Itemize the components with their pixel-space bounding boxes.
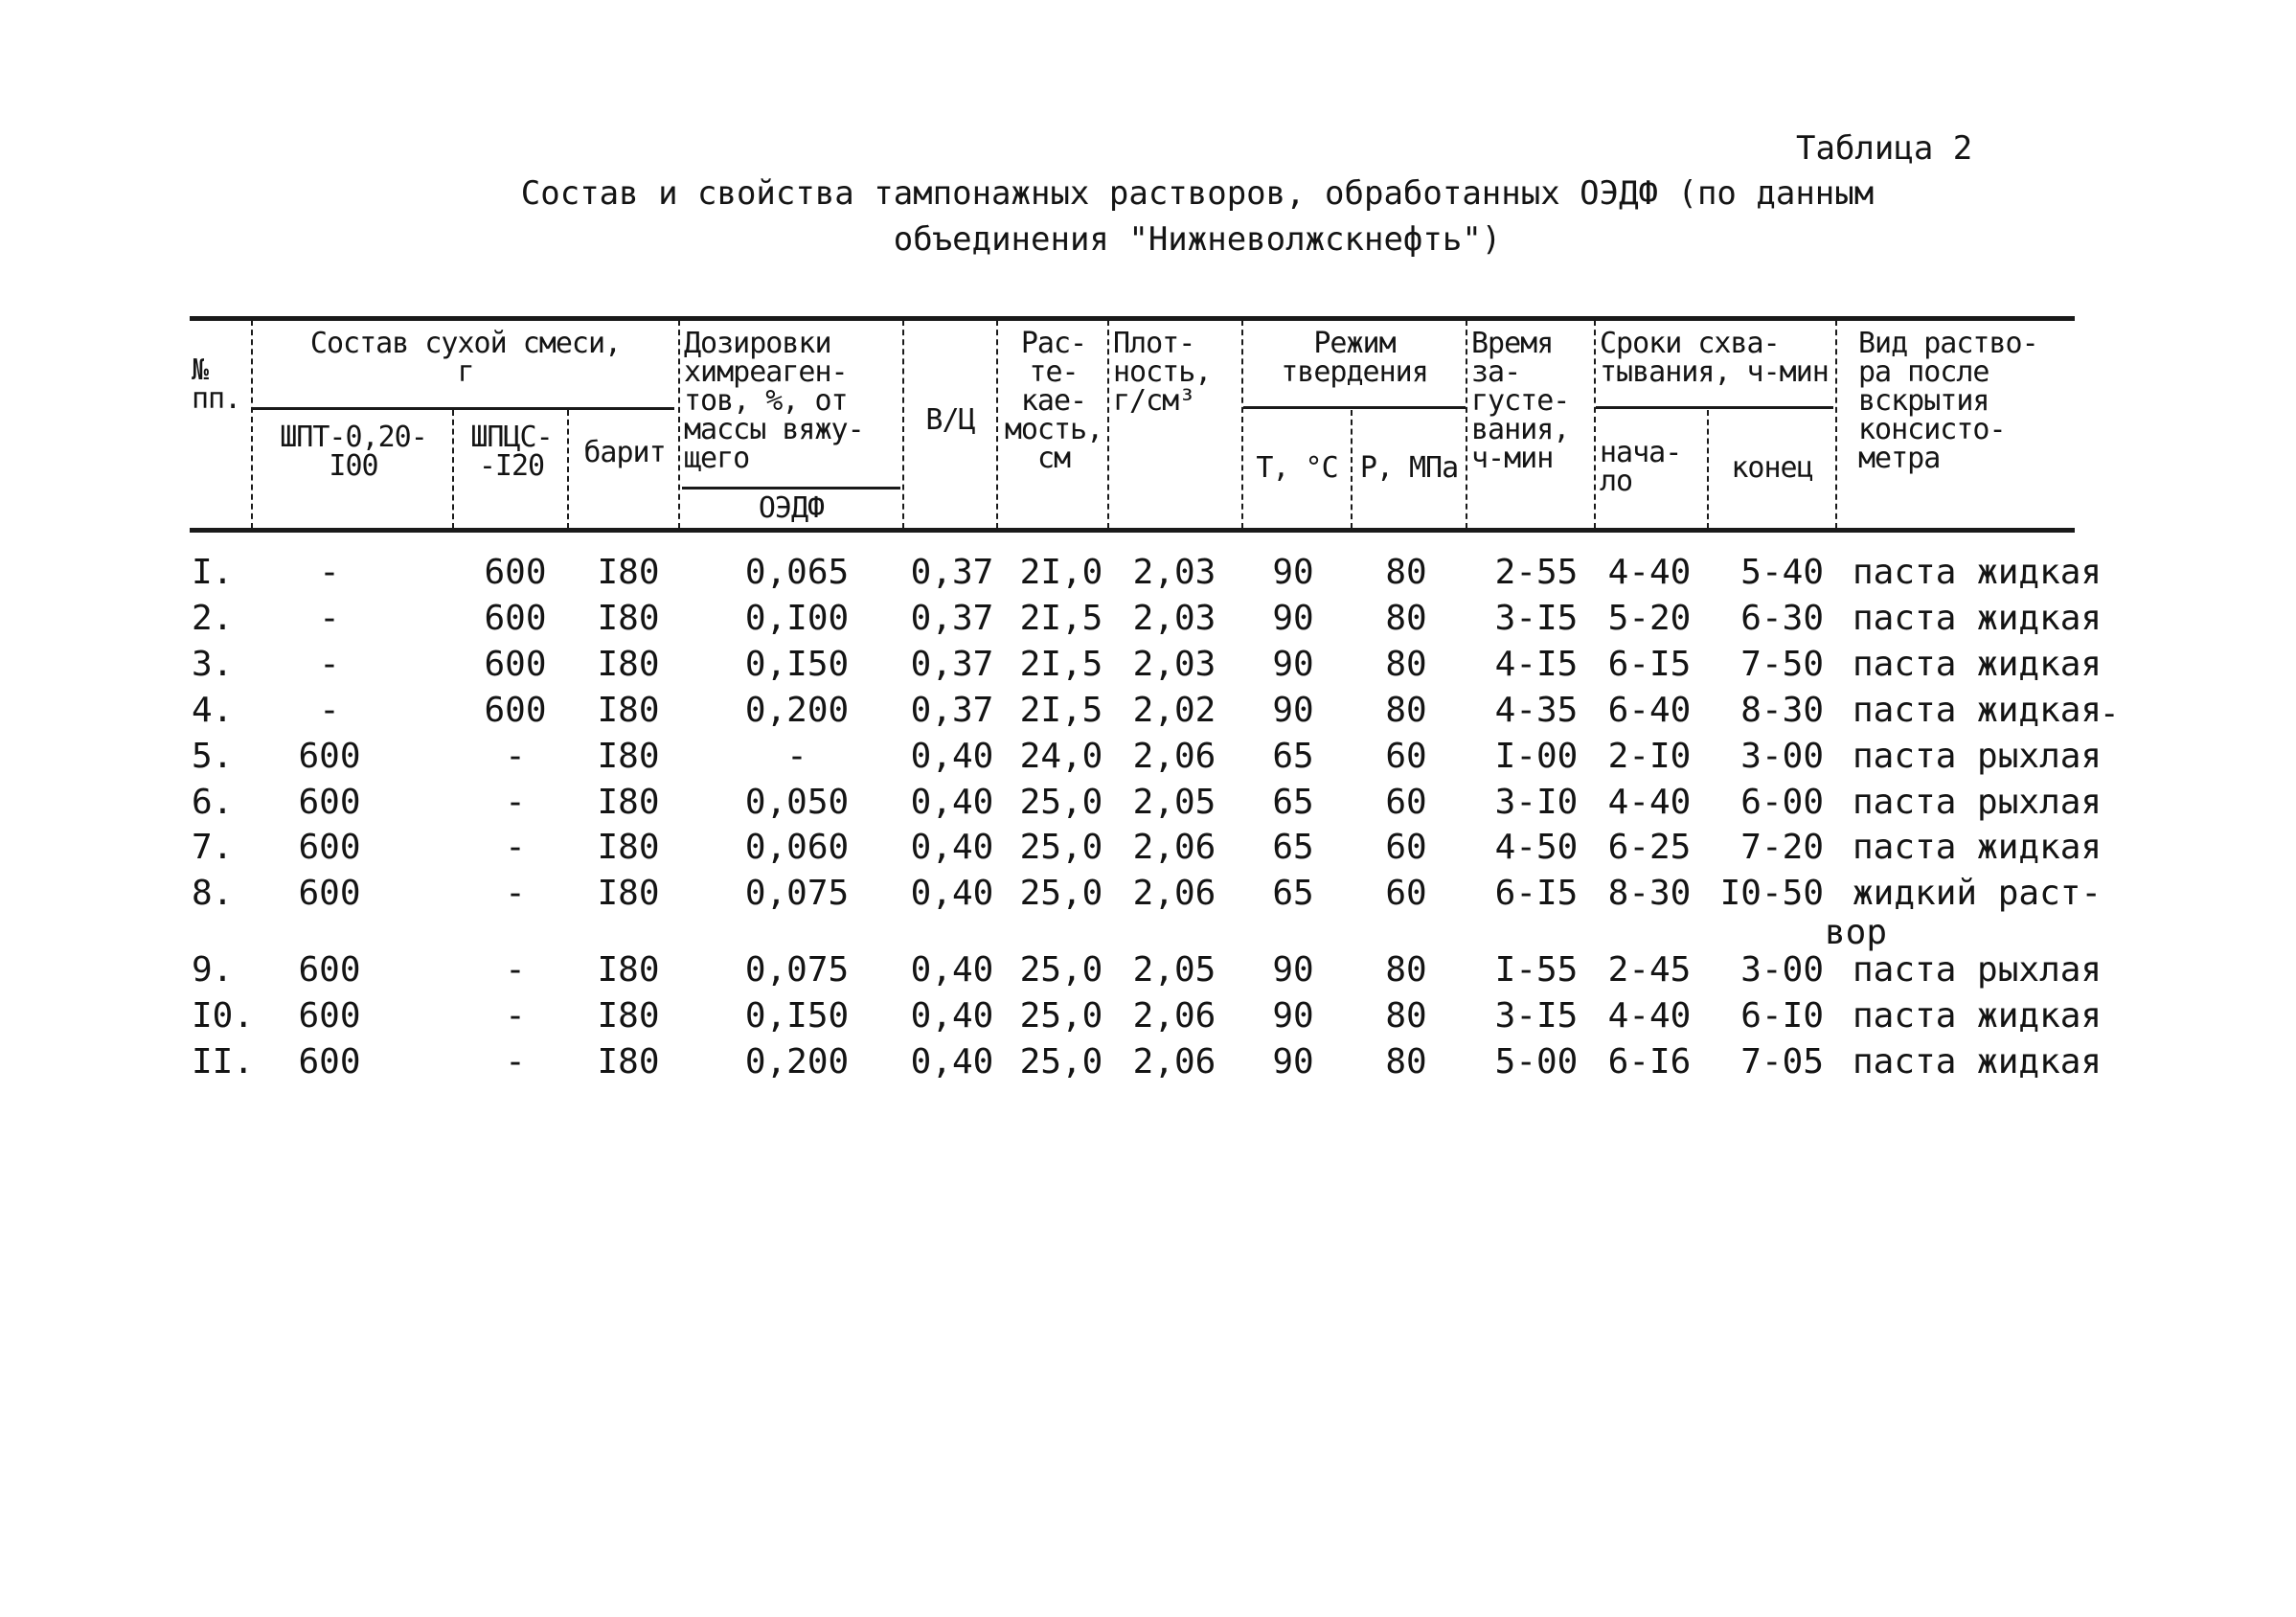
cell-oedf: 0,200 <box>744 691 850 730</box>
table-row <box>0 872 2296 952</box>
cell-shpt: - <box>319 691 340 730</box>
cell-shpts: - <box>505 996 526 1036</box>
table-top-rule <box>190 316 2075 321</box>
cell-view: паста рыхлая <box>1853 950 2103 990</box>
cell-shpts: - <box>505 737 526 776</box>
table-row <box>0 643 2296 687</box>
table-title-line-2: объединения "Нижневолжскнефть") <box>893 220 1502 259</box>
header-pressure: Р, МПа <box>1359 451 1459 485</box>
cell-set-end: 6-I0 <box>1740 996 1824 1036</box>
header-density: Плот- ность, г/см³ <box>1113 327 1212 418</box>
table-label: Таблица 2 <box>1796 129 1973 168</box>
cell-shpts: - <box>505 950 526 990</box>
cell-shpts: 600 <box>484 645 547 684</box>
cell-oedf: 0,075 <box>744 950 850 990</box>
cell-density: 2,05 <box>1132 783 1216 822</box>
cell-pressure: 80 <box>1385 1042 1427 1082</box>
cell-thickening-time: 2-55 <box>1494 553 1579 592</box>
table-row <box>0 994 2296 1038</box>
cell-density: 2,06 <box>1132 1042 1216 1082</box>
cell-barite: I80 <box>597 599 660 638</box>
cell-wc: 0,40 <box>910 783 994 822</box>
cell-view: паста жидкая <box>1853 828 2103 867</box>
cell-view: паста жидкая <box>1853 645 2103 684</box>
col-separator <box>567 410 569 529</box>
cell-view: жидкий раст- <box>1853 874 2103 913</box>
cell-shpts: - <box>505 828 526 867</box>
cell-temp: 90 <box>1272 553 1314 592</box>
header-dry-mix: Состав сухой смеси, г <box>309 327 622 389</box>
cell-view-continuation: вор <box>1825 913 1888 952</box>
cell-set-start: 5-20 <box>1607 599 1692 638</box>
cell-shpt: - <box>319 599 340 638</box>
cell-view: паста рыхлая <box>1853 783 2103 822</box>
cell-density: 2,06 <box>1132 996 1216 1036</box>
cell-num: 9. <box>192 950 234 990</box>
cell-thickening-time: 3-I5 <box>1494 996 1579 1036</box>
cell-barite: I80 <box>597 783 660 822</box>
cell-set-start: 6-40 <box>1607 691 1692 730</box>
cell-spread: 2I,5 <box>1019 645 1103 684</box>
cell-view: паста жидкая <box>1853 599 2103 638</box>
cell-set-end: 3-00 <box>1740 950 1824 990</box>
cell-shpt: 600 <box>298 874 361 913</box>
cell-density: 2,03 <box>1132 599 1216 638</box>
cell-spread: 25,0 <box>1019 996 1103 1036</box>
cell-density: 2,02 <box>1132 691 1216 730</box>
cell-spread: 2I,5 <box>1019 691 1103 730</box>
cell-temp: 90 <box>1272 645 1314 684</box>
col-separator <box>1594 320 1596 529</box>
cell-oedf: 0,060 <box>744 828 850 867</box>
cell-shpt: - <box>319 553 340 592</box>
cell-density: 2,03 <box>1132 645 1216 684</box>
cell-set-end: 7-05 <box>1740 1042 1824 1082</box>
cell-wc: 0,40 <box>910 950 994 990</box>
cell-set-start: 6-25 <box>1607 828 1692 867</box>
cell-temp: 90 <box>1272 599 1314 638</box>
cell-shpt: - <box>319 645 340 684</box>
cell-set-start: 8-30 <box>1607 874 1692 913</box>
cell-thickening-time: 4-50 <box>1494 828 1579 867</box>
cell-shpt: 600 <box>298 996 361 1036</box>
cell-wc: 0,40 <box>910 828 994 867</box>
cell-num: 2. <box>192 599 234 638</box>
cell-pressure: 80 <box>1385 553 1427 592</box>
cell-shpts: - <box>505 874 526 913</box>
table-row <box>0 1040 2296 1084</box>
cell-pressure: 80 <box>1385 599 1427 638</box>
cell-spread: 25,0 <box>1019 828 1103 867</box>
cell-view: паста жидкая <box>1853 691 2103 730</box>
cell-shpt: 600 <box>298 950 361 990</box>
col-separator <box>452 410 454 529</box>
header-set-start: нача- ло <box>1600 436 1682 498</box>
cell-num: II. <box>192 1042 255 1082</box>
cell-thickening-time: 6-I5 <box>1494 874 1579 913</box>
cell-oedf: 0,I00 <box>744 599 850 638</box>
cell-oedf: 0,I50 <box>744 645 850 684</box>
cell-shpts: 600 <box>484 691 547 730</box>
cell-wc: 0,40 <box>910 874 994 913</box>
col-separator <box>1835 320 1837 529</box>
cell-view: паста жидкая <box>1853 996 2103 1036</box>
cell-shpt: 600 <box>298 737 361 776</box>
cell-spread: 25,0 <box>1019 1042 1103 1082</box>
cell-barite: I80 <box>597 828 660 867</box>
margin-mark: - <box>2100 695 2120 733</box>
cell-set-start: 6-I5 <box>1607 645 1692 684</box>
cell-barite: I80 <box>597 996 660 1036</box>
header-num: № пп. <box>192 353 241 416</box>
table-title-line-1: Состав и свойства тампонажных растворов, обработанных ОЭДФ (по данным <box>520 174 1875 213</box>
col-separator <box>1107 320 1109 529</box>
cell-num: 3. <box>192 645 234 684</box>
dosage-subrule <box>682 487 900 490</box>
cell-thickening-time: 4-35 <box>1494 691 1579 730</box>
cell-shpts: - <box>505 783 526 822</box>
cell-num: I0. <box>192 996 255 1036</box>
cell-oedf: 0,I50 <box>744 996 850 1036</box>
table-row <box>0 597 2296 641</box>
col-separator <box>678 320 680 529</box>
cell-temp: 65 <box>1272 828 1314 867</box>
cell-thickening-time: 4-I5 <box>1494 645 1579 684</box>
cell-oedf: 0,050 <box>744 783 850 822</box>
cell-spread: 25,0 <box>1019 874 1103 913</box>
cell-barite: I80 <box>597 691 660 730</box>
cell-pressure: 60 <box>1385 783 1427 822</box>
col-separator <box>251 320 253 529</box>
cell-set-end: 5-40 <box>1740 553 1824 592</box>
header-thickening-time: Время за- густе- вания, ч-мин <box>1471 327 1570 475</box>
cell-set-start: 2-I0 <box>1607 737 1692 776</box>
col-separator <box>1466 320 1467 529</box>
cell-density: 2,06 <box>1132 828 1216 867</box>
cell-set-end: 7-50 <box>1740 645 1824 684</box>
table-row <box>0 689 2296 733</box>
col-separator <box>996 320 998 529</box>
cell-shpts: - <box>505 1042 526 1082</box>
cell-wc: 0,37 <box>910 645 994 684</box>
header-setting: Сроки схва- тывания, ч-мин <box>1600 327 1829 389</box>
cell-wc: 0,37 <box>910 691 994 730</box>
cell-thickening-time: 3-I5 <box>1494 599 1579 638</box>
cell-set-start: 4-40 <box>1607 783 1692 822</box>
cell-shpt: 600 <box>298 828 361 867</box>
cell-pressure: 60 <box>1385 737 1427 776</box>
header-shpt: ШПТ-0,20- I00 <box>280 421 427 483</box>
header-curing: Режим твердения <box>1281 327 1428 389</box>
cell-oedf: 0,065 <box>744 553 850 592</box>
cell-barite: I80 <box>597 737 660 776</box>
cell-shpt: 600 <box>298 783 361 822</box>
table-row <box>0 551 2296 595</box>
table-row <box>0 735 2296 779</box>
header-barite: барит <box>583 436 666 469</box>
header-set-end: конец <box>1731 451 1813 485</box>
cell-pressure: 80 <box>1385 996 1427 1036</box>
cell-set-end: 7-20 <box>1740 828 1824 867</box>
cell-temp: 90 <box>1272 1042 1314 1082</box>
cell-temp: 65 <box>1272 783 1314 822</box>
cell-set-start: 2-45 <box>1607 950 1692 990</box>
cell-temp: 90 <box>1272 996 1314 1036</box>
cell-thickening-time: 3-I0 <box>1494 783 1579 822</box>
cell-num: 4. <box>192 691 234 730</box>
header-bottom-rule <box>190 528 2075 533</box>
header-wc: В/Ц <box>925 403 975 437</box>
cell-spread: 24,0 <box>1019 737 1103 776</box>
cell-set-end: 3-00 <box>1740 737 1824 776</box>
table-row <box>0 781 2296 825</box>
cell-set-end: 6-00 <box>1740 783 1824 822</box>
cell-temp: 90 <box>1272 691 1314 730</box>
header-dosage: Дозировки химреаген- тов, %, от массы вяжу- щего <box>684 327 864 475</box>
cell-shpt: 600 <box>298 1042 361 1082</box>
cell-num: 8. <box>192 874 234 913</box>
cell-pressure: 60 <box>1385 874 1427 913</box>
cell-temp: 65 <box>1272 737 1314 776</box>
cell-density: 2,06 <box>1132 874 1216 913</box>
cell-shpts: 600 <box>484 599 547 638</box>
header-spread: Рас- те- кае- мость, см <box>1004 327 1103 475</box>
cell-spread: 25,0 <box>1019 783 1103 822</box>
cell-wc: 0,40 <box>910 1042 994 1082</box>
cell-density: 2,03 <box>1132 553 1216 592</box>
table-row <box>0 826 2296 870</box>
cell-num: I. <box>192 553 234 592</box>
cell-barite: I80 <box>597 1042 660 1082</box>
cell-set-start: 4-40 <box>1607 996 1692 1036</box>
cell-temp: 65 <box>1272 874 1314 913</box>
cell-shpts: 600 <box>484 553 547 592</box>
cell-spread: 25,0 <box>1019 950 1103 990</box>
cell-num: 5. <box>192 737 234 776</box>
curing-subrule <box>1243 406 1466 409</box>
cell-set-start: 6-I6 <box>1607 1042 1692 1082</box>
cell-barite: I80 <box>597 645 660 684</box>
cell-density: 2,06 <box>1132 737 1216 776</box>
cell-view: паста рыхлая <box>1853 737 2103 776</box>
cell-view: паста жидкая <box>1853 553 2103 592</box>
cell-spread: 2I,0 <box>1019 553 1103 592</box>
cell-wc: 0,37 <box>910 553 994 592</box>
header-oedf: ОЭДФ <box>758 491 825 525</box>
cell-oedf: - <box>786 737 807 776</box>
cell-thickening-time: I-00 <box>1494 737 1579 776</box>
cell-density: 2,05 <box>1132 950 1216 990</box>
cell-spread: 2I,5 <box>1019 599 1103 638</box>
cell-wc: 0,40 <box>910 996 994 1036</box>
cell-thickening-time: 5-00 <box>1494 1042 1579 1082</box>
header-shpts: ШПЦС- -I20 <box>470 421 553 483</box>
cell-pressure: 60 <box>1385 828 1427 867</box>
cell-oedf: 0,075 <box>744 874 850 913</box>
cell-barite: I80 <box>597 553 660 592</box>
cell-oedf: 0,200 <box>744 1042 850 1082</box>
cell-pressure: 80 <box>1385 950 1427 990</box>
cell-set-end: I0-50 <box>1719 874 1824 913</box>
header-view: Вид раство- ра после вскрытия консисто- метра <box>1858 327 2038 475</box>
cell-set-end: 6-30 <box>1740 599 1824 638</box>
cell-num: 6. <box>192 783 234 822</box>
cell-pressure: 80 <box>1385 645 1427 684</box>
cell-thickening-time: I-55 <box>1494 950 1579 990</box>
cell-view: паста жидкая <box>1853 1042 2103 1082</box>
cell-temp: 90 <box>1272 950 1314 990</box>
cell-pressure: 80 <box>1385 691 1427 730</box>
table-row <box>0 948 2296 992</box>
setting-subrule <box>1596 406 1833 409</box>
cell-set-start: 4-40 <box>1607 553 1692 592</box>
cell-barite: I80 <box>597 950 660 990</box>
cell-set-end: 8-30 <box>1740 691 1824 730</box>
cell-wc: 0,40 <box>910 737 994 776</box>
dry-mix-subrule <box>253 407 674 410</box>
header-temp: Т, °С <box>1256 451 1338 485</box>
cell-wc: 0,37 <box>910 599 994 638</box>
cell-num: 7. <box>192 828 234 867</box>
cell-barite: I80 <box>597 874 660 913</box>
